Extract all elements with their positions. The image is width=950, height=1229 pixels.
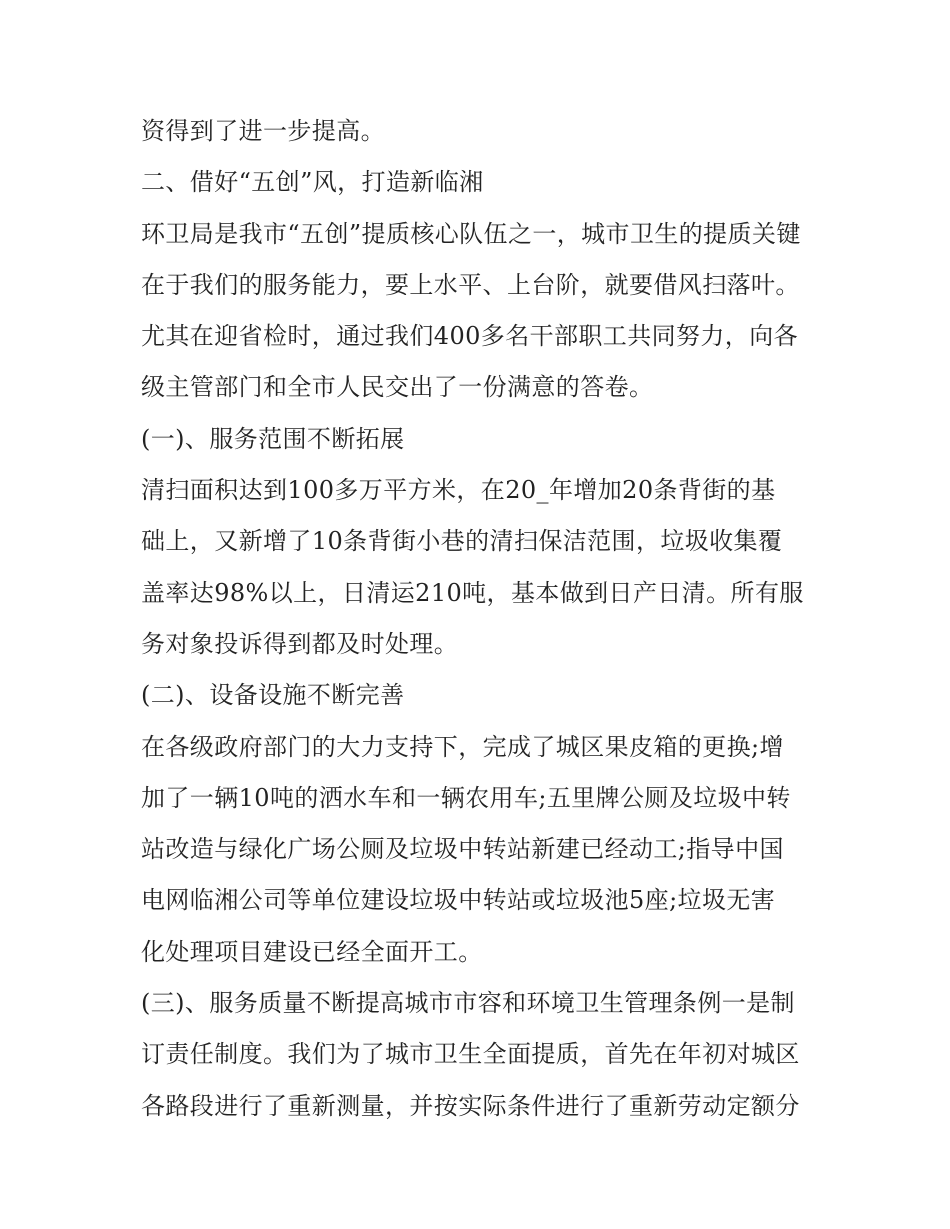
subsection-heading: (二)、设备设施不断完善 — [141, 681, 405, 710]
text-line: 级主管部门和全市人民交出了一份满意的答卷。 — [141, 373, 654, 402]
text-line: 清扫面积达到100多万平方米，在20_年增加20条背街的基 — [141, 476, 776, 505]
text-line: 各路段进行了重新测量，并按实际条件进行了重新劳动定额分 — [141, 1091, 800, 1120]
section-heading: 二、借好“五创”风，打造新临湘 — [141, 168, 484, 197]
text-line: 化处理项目建设已经全面开工。 — [141, 937, 483, 966]
text-line: 盖率达98%以上，日清运210吨，基本做到日产日清。所有服 — [141, 578, 804, 607]
text-line: 务对象投诉得到都及时处理。 — [141, 629, 459, 658]
text-line: 在于我们的服务能力，要上水平、上台阶，就要借风扫落叶。 — [141, 270, 800, 299]
subsection-heading: (三)、服务质量不断提高城市市容和环境卫生管理条例一是制 — [141, 989, 795, 1018]
document-body — [141, 106, 821, 1132]
text-line: 资得到了进一步提高。 — [141, 117, 385, 145]
text-line: 订责任制度。我们为了城市卫生全面提质，首先在年初对城区 — [141, 1040, 800, 1069]
text-line: 尤其在迎省检时，通过我们400多名干部职工共同努力，向各 — [141, 322, 799, 351]
text-line: 站改造与绿化广场公厕及垃圾中转站新建已经动工;指导中国 — [141, 835, 784, 864]
text-line: 环卫局是我市“五创”提质核心队伍之一，城市卫生的提质关键 — [141, 219, 801, 248]
text-line: 电网临湘公司等单位建设垃圾中转站或垃圾池5座;垃圾无害 — [141, 886, 776, 915]
text-line: 础上，又新增了10条背街小巷的清扫保洁范围，垃圾收集覆 — [141, 527, 783, 556]
subsection-heading: (一)、服务范围不断拓展 — [141, 424, 405, 453]
text-line: 在各级政府部门的大力支持下，完成了城区果皮箱的更换;增 — [141, 732, 784, 761]
text-line: 加了一辆10吨的洒水车和一辆农用车;五里牌公厕及垃圾中转 — [141, 783, 791, 812]
